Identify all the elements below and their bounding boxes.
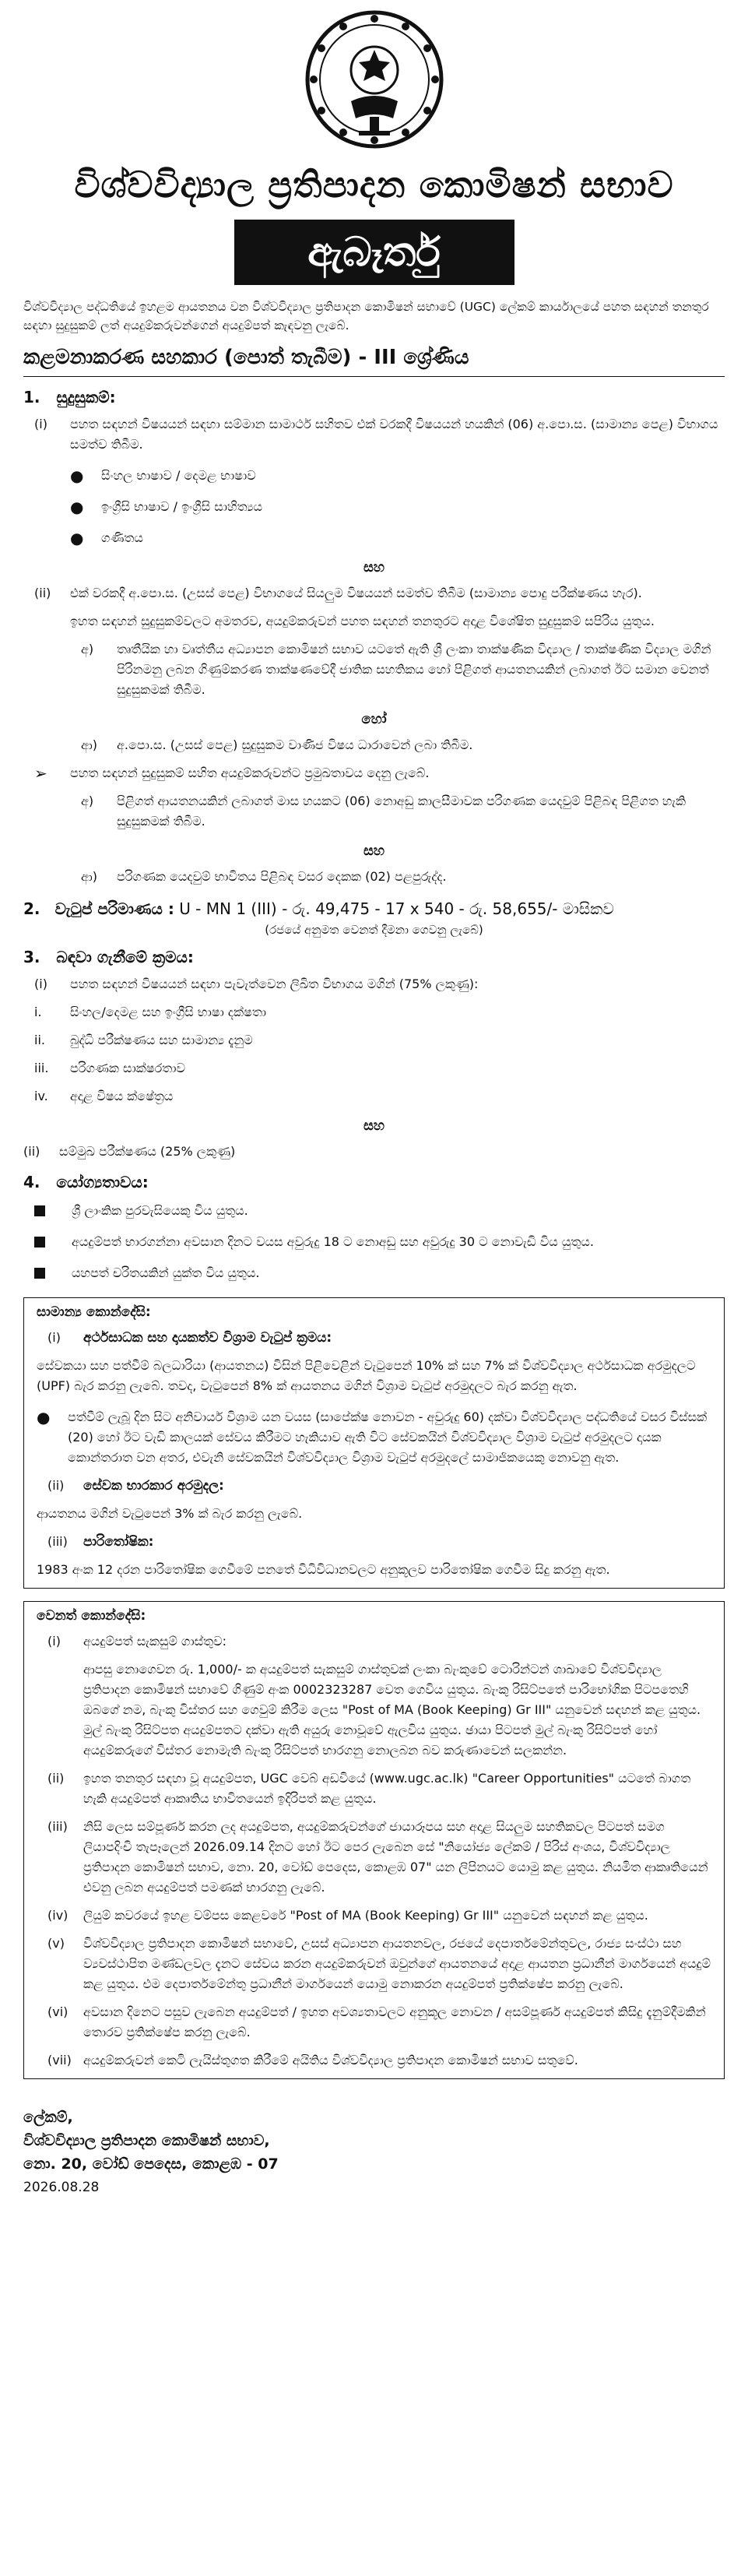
item-text: 1983 අංක 12 දරන පාරිතෝෂික ගෙවීමේ පනතේ විධිවිධානවලට අනුකූලව පාරිතෝෂික ගෙවීම සිදු කරනු ඇත. (37, 1562, 610, 1577)
item-number: (iii) (47, 1819, 68, 1834)
salary-scale (23, 899, 725, 918)
item-label: අ) (81, 794, 94, 808)
exam-subject (23, 1058, 725, 1079)
item-text: පරිගණක යෙදවුම් භාවිතය පිළිබඳ වසර දෙකක (02) පළපුරුද්ද. (117, 869, 447, 884)
item-number: (ii) (34, 586, 51, 600)
item-number: (ii) (47, 1771, 65, 1786)
list-item (23, 1232, 725, 1254)
item-text: අයදුම්කරුවන් කෙටි ලැයිස්තුගත කිරීමේ අයිතිය විශ්වවිද්‍යාල ප්‍රතිපාදන කොමිෂන් සභාව සතුවේ. (83, 2053, 578, 2067)
other-item (37, 1817, 711, 1898)
other-item (37, 2002, 711, 2043)
other-item (37, 1659, 711, 1761)
priority-note (23, 763, 725, 783)
general-ii (37, 1476, 711, 1496)
intro-text: විශ්වවිද්‍යාල පද්ධතියේ ඉහළම ආයතනය වන විශ්වවිද්‍යාල ප්‍රතිපාදන කොමිෂන් සභාවේ (UGC) ලේකම් කාර්යාලයේ පහත සඳහන් තනතුර සඳහා සුදුසුකම් ලත් අයදුම්කරුවන්ගෙන් අයදුම්පත් කැඳවනු ලැබේ. (23, 300, 709, 333)
or-separator: හෝ (361, 711, 387, 727)
square-bullet-icon (34, 1205, 45, 1216)
item-label: අ) (81, 642, 94, 656)
item-label: ආ) (81, 737, 97, 752)
list-item (37, 1407, 711, 1468)
item-text: තෘතීයික හා වෘත්තීය අධ්‍යාපන කොමිෂන් සභාව යටතේ ඇති ශ්‍රී ලංකා තාක්ෂණික විද්‍යාල / තාක්ෂණික විද්‍යාල මගින් පිරිනමනු ලබන ගිණුම්කරණ තාක්ෂණවේදී ජාතික සහතිකය හෝ පිළිගත් ආයතනයකින් ලබාගත් ඊට සමාන වෙනත් සුදුසුකමක් තිබීම. (117, 642, 711, 697)
item-text: අවසාන දිනෙට පසුව ලැබෙන අයදුම්පත් / ඉහත අවශ්‍යතාවලට අනුකූල නොවන / අසම්පූර්ණ අයදුම්පත් කිසිදු දැනුම්දීමකින් තොරව ප්‍රතික්ෂේප කරනු ලැබේ. (83, 2004, 706, 2039)
item-number: (i) (47, 1330, 61, 1345)
and-separator: සහ (363, 843, 385, 859)
special-qualification-b (23, 735, 725, 755)
ugc-emblem-icon (304, 9, 444, 150)
subject-text: ඉංග්‍රීසි භාෂාව / ඉංග්‍රීසි සාහිත්‍යය (101, 499, 263, 514)
item-label: ආ) (81, 869, 97, 884)
item-heading: සේවක භාරකාර අරමුදල: (83, 1478, 224, 1494)
item-number: (v) (47, 1936, 65, 1951)
item-heading: පාරිතෝෂික: (83, 1534, 154, 1550)
exam-subject (23, 1002, 725, 1022)
bullet-icon: ● (70, 466, 84, 485)
list-item (23, 528, 725, 548)
item-number: iv. (34, 1089, 48, 1103)
item-number: ii. (34, 1033, 45, 1047)
section-number: 3. (23, 948, 40, 966)
salary-period: මාසිකව (562, 899, 614, 918)
recruitment-heading (23, 948, 725, 966)
other-item (37, 1768, 711, 1809)
extra-qualifications-intro: ඉහත සඳහන් සුදුසුකම්වලට අමතරව, අයදුම්කරුවන් පහත සඳහන් තනතුරට අදාළ විශේෂිත සුදුසුකම් සපිරිය යුතුය. (70, 614, 655, 628)
item-text: ශ්‍රී ලාංකික පුරවැසියෙකු විය යුතුය. (72, 1203, 248, 1218)
item-text: අ.පො.ස. (උසස් පෙළ) සුදුසුකම වාණිජ විෂය ධාරාවෙන් ලබා තිබීම. (117, 737, 473, 752)
item-text: පිළිගත් ආයතනයකින් ලබාගත් මාස හයකට (06) නොඅඩු කාලසීමාවක පරිගණක යෙදවුම් පිළිබඳ පිළිගත හැකි සුදුසුකමක් තිබීම. (117, 794, 686, 829)
salary-note: (රජයේ අනුමත වෙනත් දීමනා ගෙවනු ලැබේ) (265, 923, 483, 937)
salary-value: U - MN 1 (III) - රු. 49,475 - 17 x 540 - රු. 58,655/- (179, 899, 558, 918)
other-item (37, 2050, 711, 2071)
square-bullet-icon (34, 1237, 45, 1248)
item-text: සම්මුඛ පරීක්ෂණය (25% ලකුණු) (59, 1144, 236, 1159)
section-title: සුදුසුකම්: (56, 388, 116, 406)
section-title: සාමාන්‍ය කොන්දේසි: (37, 1304, 151, 1320)
item-text: ආපසු නොගෙවන රු. 1,000/- ක අයදුම්පත් සැකසුම් ගාස්තුවක් ලංකා බැංකුවේ ටොරින්ටන් ශාඛාවේ විශ්වවිද්‍යාල ප්‍රතිපාදන කොමිෂන් සභාවේ ගිණුම් අංක 0002323287 වෙත ගෙවිය යුතුය. බැංකු රිසිට්පතේ පාරිභෝගික පිටපතෙහි ඔබගේ නම, බැංකු විස්තර සහ ගෙවුම් කිරීම ලෙස "Post of MA (Book Keeping) Gr III" යනුවෙන් සඳහන් කළ යුතුය. මුල් බැංකු රිසිට්පත අයදුම්පතට දක්වා ඇති අයුරු නොවූවේ ඇලවිය යුතුය. ඡායා පිටපත් මුල් බැංකු රිසිට්පත් හෝ අයදුම්කරුගේ විස්තර නොමැති බැංකු රිසිට්පත් භාරගනු නොලබන බව කරුණාවෙන් සලකන්න. (83, 1662, 701, 1758)
section-title: වෙනත් කොන්දේසි: (37, 1608, 146, 1624)
list-item (23, 497, 725, 517)
item-number: (i) (47, 1634, 61, 1649)
exam-subject (23, 1086, 725, 1107)
and-separator: සහ (363, 559, 385, 575)
item-heading: අර්ථසාධක සහ දායකත්ව විශ්‍රාම වැටුප් ක්‍රමය: (83, 1330, 332, 1346)
list-item (23, 1263, 725, 1285)
item-text: අදාළ විෂය ක්ෂේත්‍රය (70, 1089, 174, 1103)
and-separator: සහ (363, 1117, 385, 1134)
eligibility-heading (23, 1173, 725, 1191)
other-item (37, 1631, 711, 1652)
item-number: (i) (34, 977, 47, 991)
item-number: (ii) (47, 1478, 65, 1493)
item-number: iii. (34, 1061, 49, 1075)
item-text: පහත සඳහන් සුදුසුකම් සහිත අයදුම්කරුවන්ට ප්‍රමුඛතාවය දෙනු ලැබේ. (70, 765, 430, 780)
item-text: අයදුම්පත් සැකසුම් ගාස්තුව: (83, 1634, 227, 1649)
list-item (23, 1201, 725, 1223)
item-text: ඉහත තනතුර සඳහා වූ අයදුම්පත, UGC වෙබ් අඩවියේ (www.ugc.ac.lk) "Career Opportunities" යටතේ බාගත හැකි අයදුම්පත් ආකෘතිය භාවිතයෙන් ඉදිරිපත් කළ යුතුය. (83, 1771, 691, 1806)
qualifications-heading (23, 388, 725, 406)
item-text: පරිගණක සාක්ෂරතාව (70, 1061, 185, 1075)
signatory-title: ලේකම්, (23, 2109, 73, 2126)
signature-block (23, 2106, 725, 2199)
item-text: එක් වරකදී අ.පො.ස. (උසස් පෙළ) විභාගයේ සියලුම විෂයයන් සමත්ව තිබීම (සාමාන්‍ය පොදු පරීක්ෂණය හැර). (70, 586, 642, 600)
item-text: ආයතනය මගින් වැටුපෙන් 3% ක් බැර කරනු ලැබේ. (37, 1506, 303, 1521)
subject-text: ගණිතය (101, 530, 143, 545)
general-iii (37, 1532, 711, 1552)
square-bullet-icon (34, 1268, 45, 1279)
item-number: (vii) (47, 2053, 72, 2067)
item-number: (iv) (47, 1908, 68, 1923)
recruitment-ii (23, 1142, 725, 1162)
page-title: විශ්වවිද්‍යාල ප්‍රතිපාදන කොමිෂන් සභාව (74, 164, 674, 206)
item-number (37, 1659, 83, 1761)
recruitment-i (23, 974, 725, 994)
item-number: i. (34, 1005, 42, 1019)
item-text: පහත සඳහන් විෂයයන් සඳහා සම්මාන සාමාර්ථ සහිතව එක් වරකදී විෂයයන් හයකින් (06) අ.පො.ස. (සාමාන්‍ය පෙළ) විභාගය සමත්ව තිබීම. (70, 417, 718, 452)
divider (23, 376, 725, 377)
section-title: යෝග්‍යතාවය: (56, 1173, 149, 1191)
section-number: 4. (23, 1173, 40, 1191)
exam-subject (23, 1030, 725, 1050)
qualification-ii (23, 583, 725, 604)
item-number: (vi) (47, 2004, 68, 2019)
salary-label: වැටුප් පරිමාණය : (54, 899, 174, 918)
section-number: 2. (23, 899, 40, 918)
item-number: (ii) (23, 1144, 40, 1159)
post-title: කළමනාකරණ සහකාර (පොත් තැබීම) - III ශ්‍රේණිය (23, 346, 469, 369)
bullet-icon: ● (70, 529, 84, 547)
item-text: යහපත් චරිතයකින් යුක්ත විය යුතුය. (72, 1265, 260, 1280)
qualification-i (23, 414, 725, 455)
priority-qualification-b (23, 867, 725, 887)
general-conditions-box (23, 1297, 725, 1589)
special-qualification-a (23, 639, 725, 700)
organization-name: විශ්වවිද්‍යාල ප්‍රතිපාදන කොමිෂන් සභාව, (23, 2132, 270, 2149)
logo (23, 0, 725, 156)
priority-qualification-a (23, 791, 725, 832)
bullet-icon: ● (70, 498, 84, 516)
section-number: 1. (23, 388, 40, 406)
item-text: සිංහල/දෙමළ සහ ඉංග්‍රීසි භාෂා දක්ෂතා (70, 1005, 267, 1019)
item-text: ලියුම් කවරයේ ඉහළ වම්පස කෙළවරේ "Post of MA (Book Keeping) Gr III" යනුවෙන් සඳහන් කළ යුතුය. (83, 1908, 648, 1923)
section-title: බඳවා ගැනීමේ ක්‍රමය: (56, 948, 194, 966)
item-number: (iii) (47, 1534, 68, 1549)
bullet-icon: ● (37, 1408, 51, 1427)
other-item (37, 1906, 711, 1926)
item-text: අයදුම්පත් භාරගන්නා අවසාන දිනට වයස අවුරුදු 18 ට නොඅඩු සහ අවුරුදු 30 ට නොවැඩි විය යුතුය. (72, 1234, 594, 1249)
item-text: සේවකයා සහ පත්වීම් බලධාරියා (ආයතනය) විසින් පිළිවෙළින් වැටුපෙන් 10% ක් සහ 7% ක් විශ්වවිද්‍යාල අර්ථසාධක අරමුදලට (UPF) බැර කරනු ලැබේ. තවද, වැටුපෙන් 8% ක් ආයතනය මගින් විශ්‍රාම වැටුප් අරමුදලට බැර කරනු ඇත. (37, 1358, 696, 1393)
date: 2026.08.28 (23, 2180, 100, 2195)
subject-text: සිංහල භාෂාව / දෙමළ භාෂාව (101, 468, 256, 483)
item-text: නිසි ලෙස සම්පූර්ණ කරන ලද අයදුම්පත, අයදුම්කරුවන්ගේ ජායාරූපය සහ අදාළ සියලුම සහතිකවල පිටපත් සමග ලියාපදිංචි තැපෑලෙන් 2026.09.14 දිනට හෝ ඊට පෙර ලැබෙන සේ "නියෝජ්‍ය ලේකම් / පිරිස් අංශය, විශ්වවිද්‍යාල ප්‍රතිපාදන කොමිෂන් සභාව, නො. 20, වෝඩ් පෙදෙස, කොළඹ 07" යන ලිපිනයට යොමු කළ යුතුය. නියමිත ආකෘතියෙන් එවනු ලබන අයදුම්පත් පමණක් භාරගනු ලැබේ. (83, 1819, 708, 1895)
item-text: පත්වීම් ලැබූ දින සිට අනිවාර්ය විශ්‍රාම යන වයස (සාපේක්ෂ නොවන - අවුරුදු 60) දක්වා විශ්වවිද්‍යාල පද්ධතියේ වසර විස්සක් (20) හෝ ඊට වැඩි කාලයක් සේවය කිරීමට හැකියාව ඇති විට සේවකයින් විශ්වවිද්‍යාල විශ්‍රාම වැටුප් අරමුදලට දායක කොන්තරාත වන අතර, එවැනි සේවකයින් විශ්වවිද්‍යාල විශ්‍රාම වැටුප් අරමුදලේ සාමාජිකයෙකු නොවනු ඇත. (68, 1409, 708, 1465)
item-text: බුද්ධි පරීක්ෂණය සහ සාමාන්‍ය දැනුම (70, 1033, 253, 1047)
other-item (37, 1934, 711, 1994)
list-item (23, 466, 725, 486)
address: නො. 20, වෝඩ් පෙදෙස, කොළඹ - 07 (23, 2155, 279, 2173)
item-text: විශ්වවිද්‍යාල ප්‍රතිපාදන කොමිෂන් සභාවේ, උසස් අධ්‍යාපන ආයතනවල, රජයේ දෙපාර්තමේන්තුවල, රාජ්‍ය සංස්ථා සහ ව්‍යවස්ථාපිත මණ්ඩලවල දැනට සේවය කරන අයදුම්කරුවන් ඔවුන්ගේ ආයතනයේ අදාළ ආයතන ප්‍රධානීන් මාර්ගයෙන් අයදුම් කළ යුතුය. එම දෙපාර්තමේන්තු ප්‍රධානීන් මාර්ගයෙන් යොමු නොකරන අයදුම්පත් ප්‍රතික්ෂේප කරනු ලැබේ. (83, 1936, 711, 1991)
item-number: (i) (34, 417, 47, 431)
other-conditions-box (23, 1601, 725, 2079)
item-text: පහත සඳහන් විෂයයන් සඳහා පැවැත්වෙන ලිඛිත විභාගය මගින් (75% ලකුණු): (70, 977, 479, 991)
arrow-icon: ➢ (34, 764, 47, 783)
general-i (37, 1328, 711, 1348)
vacancies-banner: ඇබෑර්තු (234, 220, 514, 285)
